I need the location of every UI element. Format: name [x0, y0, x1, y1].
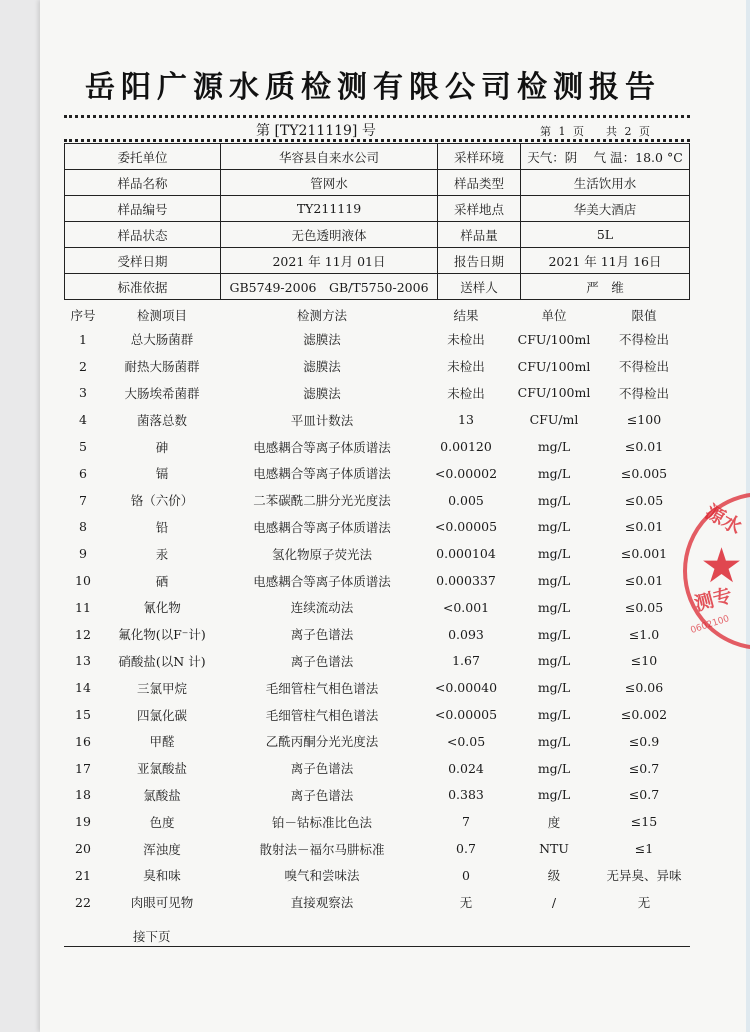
cell-method: 滤膜法	[303, 359, 341, 375]
cell-method: 电感耦合等离子体质谱法	[253, 519, 391, 535]
table-row	[64, 621, 690, 648]
cell-limit: ≤15	[630, 814, 658, 830]
cell-index: 22	[75, 894, 91, 910]
col-header-unit: 单位	[541, 308, 567, 323]
results-body	[64, 326, 690, 916]
cell-unit: CFU/100ml	[517, 358, 591, 374]
recv-label: 受样日期	[65, 248, 221, 274]
cell-result: 0.005	[448, 492, 484, 508]
cell-item: 亚氯酸盐	[136, 761, 187, 777]
cell-item: 砷	[155, 439, 169, 455]
cell-method: 毛细管柱气相色谱法	[265, 680, 379, 696]
cell-method: 电感耦合等离子体质谱法	[253, 439, 391, 455]
cell-unit: mg/L	[537, 573, 571, 589]
report-number: 第 [TY211119] 号	[256, 123, 376, 139]
site-label: 采样地点	[438, 196, 521, 222]
cell-unit: /	[551, 894, 557, 910]
header-divider	[64, 139, 690, 142]
cell-unit: 度	[547, 814, 561, 830]
cell-method: 乙酰丙酮分光光度法	[265, 734, 379, 750]
site-value: 华美大酒店	[521, 196, 690, 222]
cell-index: 2	[79, 358, 87, 374]
cell-limit: 无异臭、异味	[606, 868, 682, 884]
cell-item: 甲醛	[149, 734, 175, 750]
cell-limit: 无	[637, 895, 651, 911]
cell-index: 10	[75, 573, 91, 589]
name-label: 样品名称	[65, 170, 221, 196]
cell-limit: 不得检出	[618, 385, 669, 401]
cell-result: 0.7	[456, 841, 476, 857]
cell-unit: mg/L	[537, 707, 571, 723]
cell-result: <0.001	[442, 599, 490, 615]
cell-item: 铬（六价）	[130, 493, 194, 509]
cell-index: 17	[75, 760, 91, 776]
report-title: 岳阳广源水质检测有限公司检测报告	[85, 70, 661, 105]
cell-unit: mg/L	[537, 519, 571, 535]
cell-result: 0.00120	[440, 439, 492, 455]
table-row	[64, 380, 690, 407]
table-row	[64, 540, 690, 567]
cell-result: 未检出	[447, 332, 485, 348]
table-row	[64, 835, 690, 862]
cell-unit: mg/L	[537, 465, 571, 481]
col-header-result: 结果	[453, 308, 479, 323]
cell-method: 离子色谱法	[290, 627, 354, 643]
table-row	[64, 326, 690, 353]
cell-item: 总大肠菌群	[130, 332, 194, 348]
cell-index: 8	[79, 519, 87, 535]
cell-method: 嗅气和尝味法	[284, 868, 360, 884]
cell-method: 电感耦合等离子体质谱法	[253, 466, 391, 482]
cell-item: 耐热大肠菌群	[124, 359, 200, 375]
cell-index: 6	[79, 465, 87, 481]
seal-star-icon: ★	[700, 538, 744, 594]
type-value: 生活饮用水	[521, 170, 690, 196]
cell-method: 直接观察法	[290, 895, 354, 911]
cell-item: 硝酸盐(以N 计)	[118, 653, 206, 669]
cell-index: 21	[75, 867, 91, 883]
cell-method: 电感耦合等离子体质谱法	[253, 573, 391, 589]
cell-method: 滤膜法	[303, 332, 341, 348]
cell-limit: ≤0.06	[624, 680, 664, 696]
cell-limit: ≤0.01	[624, 519, 664, 535]
results-table	[64, 304, 690, 916]
cell-unit: mg/L	[537, 653, 571, 669]
cell-index: 14	[75, 680, 91, 696]
cell-item: 四氯化碳	[136, 707, 187, 723]
col-header-limit: 限值	[631, 308, 657, 323]
table-row	[64, 460, 690, 487]
cell-limit: ≤1	[634, 841, 654, 857]
cell-method: 离子色谱法	[290, 653, 354, 669]
cell-result: 无	[459, 895, 473, 911]
cell-limit: ≤1.0	[628, 626, 660, 642]
cell-result: 7	[462, 814, 470, 830]
std-label: 标准依据	[65, 274, 221, 300]
cell-result: 0.383	[448, 787, 484, 803]
cell-limit: ≤0.9	[628, 733, 660, 749]
cell-limit: ≤0.7	[628, 787, 660, 803]
cell-method: 离子色谱法	[290, 761, 354, 777]
continue-note: 接下页	[133, 929, 171, 944]
cell-result: 未检出	[447, 359, 485, 375]
cell-unit: mg/L	[537, 599, 571, 615]
col-header-item: 检测项目	[136, 308, 187, 323]
sample-info-table	[64, 143, 690, 300]
table-row	[64, 889, 690, 916]
table-row	[64, 433, 690, 460]
cell-index: 4	[79, 412, 87, 428]
client-value: 华容县自来水公司	[221, 144, 438, 170]
table-row	[64, 648, 690, 675]
table-row	[64, 728, 690, 755]
table-row	[64, 514, 690, 541]
table-row	[64, 782, 690, 809]
cell-unit: mg/L	[537, 546, 571, 562]
cell-unit: CFU/100ml	[517, 385, 591, 401]
cell-unit: mg/L	[537, 680, 571, 696]
env-label: 采样环境	[438, 144, 521, 170]
state-label: 样品状态	[65, 222, 221, 248]
sender-value: 严 维	[521, 274, 690, 300]
cell-index: 1	[79, 331, 87, 347]
cell-method: 二苯碳酰二肼分光光度法	[253, 493, 391, 509]
cell-item: 肉眼可见物	[130, 895, 194, 911]
results-header-row	[64, 304, 690, 326]
cell-result: <0.00005	[434, 519, 498, 535]
seal-number: 0602100	[689, 614, 731, 636]
cell-item: 硒	[155, 573, 169, 589]
cell-limit: ≤0.05	[624, 492, 664, 508]
cell-limit: 不得检出	[618, 332, 669, 348]
cell-index: 12	[75, 626, 91, 642]
cell-item: 镉	[155, 466, 169, 482]
cell-unit: mg/L	[537, 492, 571, 508]
cell-result: 0.093	[448, 626, 484, 642]
cell-item: 大肠埃希菌群	[124, 385, 200, 401]
cell-method: 铂－钴标准比色法	[271, 814, 372, 830]
table-row	[64, 487, 690, 514]
cell-result: <0.05	[446, 733, 486, 749]
table-row	[64, 701, 690, 728]
page-counter: 第 1 页 共 2 页	[540, 125, 650, 138]
cell-limit: ≤0.7	[628, 760, 660, 776]
cell-item: 浑浊度	[143, 841, 181, 857]
type-label: 样品类型	[438, 170, 521, 196]
cell-result: 0.000337	[436, 573, 496, 589]
cell-method: 连续流动法	[290, 600, 354, 616]
table-row	[64, 406, 690, 433]
cell-item: 色度	[149, 814, 175, 830]
recv-value: 2021 年 11月 01日	[221, 248, 438, 274]
cell-result: 未检出	[447, 385, 485, 401]
id-value: TY211119	[221, 196, 438, 222]
cell-limit: ≤0.002	[620, 707, 668, 723]
table-row	[64, 862, 690, 889]
cell-method: 平皿计数法	[290, 412, 354, 428]
cell-index: 18	[75, 787, 91, 803]
cell-method: 氢化物原子荧光法	[271, 546, 372, 562]
qty-value: 5L	[521, 222, 690, 248]
table-row	[64, 353, 690, 380]
table-row	[64, 594, 690, 621]
cell-item: 菌落总数	[136, 412, 187, 428]
cell-result: 0	[462, 867, 470, 883]
cell-item: 铅	[155, 519, 169, 535]
cell-unit: mg/L	[537, 760, 571, 776]
std-value: GB5749-2006 GB/T5750-2006	[221, 274, 438, 300]
cell-index: 20	[75, 841, 91, 857]
cell-limit: ≤0.01	[624, 573, 664, 589]
col-header-index: 序号	[70, 308, 96, 323]
cell-index: 5	[79, 439, 87, 455]
cell-limit: ≤0.005	[620, 465, 668, 481]
cell-index: 19	[75, 814, 91, 830]
cell-result: <0.00005	[434, 707, 498, 723]
table-row	[64, 755, 690, 782]
cell-item: 汞	[155, 546, 169, 562]
cell-item: 氰化物	[143, 600, 181, 616]
cell-method: 滤膜法	[303, 385, 341, 401]
cell-index: 11	[75, 599, 91, 615]
cell-result: <0.00002	[434, 465, 498, 481]
cell-unit: mg/L	[537, 787, 571, 803]
cell-index: 13	[75, 653, 91, 669]
cell-unit: mg/L	[537, 626, 571, 642]
cell-unit: CFU/ml	[529, 412, 579, 428]
cell-method: 毛细管柱气相色谱法	[265, 707, 379, 723]
cell-result: 0.000104	[436, 546, 496, 562]
cell-limit: 不得检出	[618, 359, 669, 375]
cell-limit: ≤10	[630, 653, 658, 669]
name-value: 管网水	[221, 170, 438, 196]
cell-item: 臭和味	[143, 868, 181, 884]
sender-label: 送样人	[438, 274, 521, 300]
env-value: 天气：阴 气 温：18.0 °C	[521, 144, 690, 170]
report-date-value: 2021 年 11月 16日	[521, 248, 690, 274]
report-date-label: 报告日期	[438, 248, 521, 274]
cell-index: 7	[79, 492, 87, 508]
cell-result: <0.00040	[434, 680, 498, 696]
bottom-rule	[64, 946, 690, 947]
seal-text-side: 测专	[692, 584, 735, 616]
cell-index: 3	[79, 385, 87, 401]
table-row	[64, 674, 690, 701]
cell-result: 1.67	[452, 653, 480, 669]
cell-limit: ≤100	[626, 412, 662, 428]
cell-limit: ≤0.01	[624, 439, 664, 455]
cell-unit: mg/L	[537, 733, 571, 749]
cell-result: 0.024	[448, 760, 484, 776]
cell-result: 13	[458, 412, 474, 428]
col-header-method: 检测方法	[296, 308, 347, 323]
id-label: 样品编号	[65, 196, 221, 222]
seal-text-top: 源水	[701, 500, 746, 539]
cell-index: 9	[79, 546, 87, 562]
qty-label: 样品量	[438, 222, 521, 248]
cell-method: 散射法－福尔马肼标准	[259, 841, 385, 857]
title-divider	[64, 115, 690, 118]
cell-method: 离子色谱法	[290, 787, 354, 803]
cell-unit: CFU/100ml	[517, 331, 591, 347]
cell-index: 16	[75, 733, 91, 749]
cell-limit: ≤0.001	[620, 546, 668, 562]
cell-limit: ≤0.05	[624, 599, 664, 615]
cell-index: 15	[75, 707, 91, 723]
cell-item: 三氯甲烷	[136, 680, 187, 696]
state-value: 无色透明液体	[221, 222, 438, 248]
cell-item: 氟化物(以F⁻计)	[118, 627, 206, 643]
cell-unit: mg/L	[537, 439, 571, 455]
table-row	[64, 808, 690, 835]
cell-item: 氯酸盐	[143, 787, 181, 803]
cell-unit: NTU	[539, 841, 569, 857]
client-label: 委托单位	[65, 144, 221, 170]
cell-unit: 级	[547, 868, 561, 884]
table-row	[64, 567, 690, 594]
